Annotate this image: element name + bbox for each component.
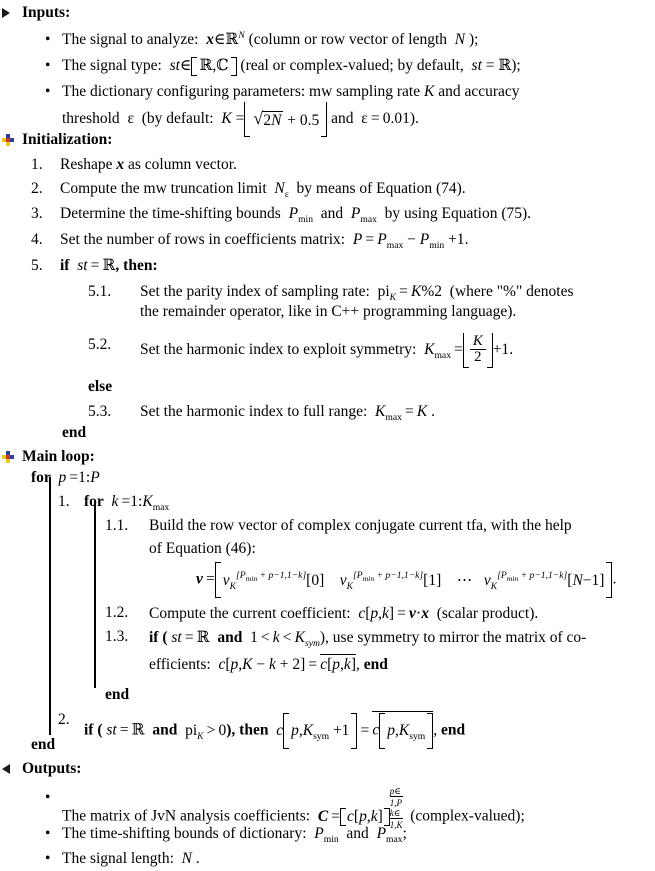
inputs-item-3-line1a: The dictionary configuring parameters: mw sampling rate xyxy=(62,83,421,100)
inputs-item-3-line2c: (by default: xyxy=(141,110,214,128)
inputs-item-3 xyxy=(0,80,655,104)
init-step-4-number: 4. xyxy=(31,231,43,248)
initialization-heading: Initialization: xyxy=(22,131,113,148)
outputs-item-3-text: The signal length: xyxy=(62,850,174,867)
init-step-1-number: 1. xyxy=(31,156,43,173)
inputs-item-3-K-formula: K = √ 2N + 0.5 xyxy=(217,110,331,127)
step-1-3-number: 1.3. xyxy=(105,628,129,645)
step-2-if: if ( xyxy=(84,721,103,739)
for-outer-expr: p =1:P xyxy=(58,469,100,486)
init-step-3-text: Determine the time-shifting bounds xyxy=(60,205,281,222)
init-step-3-Pmax: $P_{max}$ xyxy=(350,205,377,226)
init-step-2-Neps: $N_\varepsilon$ xyxy=(274,180,289,201)
outputs-item-2-and: and xyxy=(346,825,369,842)
init-step-5-number: 5. xyxy=(31,257,43,274)
init-step-5-then: , then: xyxy=(115,257,158,274)
init-step-3-text2: by using Equation (75). xyxy=(384,205,532,222)
init-step-4-formula: $P = P_{max} - P_{min} +1$. xyxy=(352,231,469,252)
initialization-section xyxy=(0,131,655,149)
step-2-cond1: st = ℝ xyxy=(106,721,149,739)
inputs-item-3-line2g: ). xyxy=(409,110,419,128)
main-loop-step-1-3-line2 xyxy=(0,654,655,674)
init-step-1-x: x xyxy=(116,156,125,173)
inputs-item-1 xyxy=(0,28,655,52)
init-step-5-3-formula: $K_{max} = K$ . xyxy=(375,403,435,424)
step-1-3-line2-label: efficients: xyxy=(149,656,211,673)
step-2-end: end xyxy=(441,721,466,739)
inputs-item-3-line1c: and accuracy xyxy=(438,83,520,100)
init-step-5-1-denotes: denotes xyxy=(526,283,574,300)
init-step-5-1-pi: $pi_K = K\%2$ xyxy=(373,283,446,304)
inputs-item-2-text: The signal type: xyxy=(62,57,162,74)
step-1-3-cond1: st = ℝ xyxy=(171,629,214,646)
inputs-item-3-line2e: and xyxy=(331,110,354,128)
init-step-5-3 xyxy=(0,400,655,423)
step-1-2-note: (scalar product). xyxy=(436,605,539,622)
step-2-then: ), then xyxy=(226,721,269,739)
step-1-3-and: and xyxy=(217,629,243,646)
inputs-item-1-math: x∈ℝ$^N$ xyxy=(206,29,245,48)
step-1-2-number: 1.2. xyxy=(105,604,129,621)
outputs-item-3-N: N xyxy=(177,850,196,867)
init-step-5-2-number: 5.2. xyxy=(88,336,112,353)
bullet-icon: • xyxy=(45,83,51,100)
init-step-5-1-number: 5.1. xyxy=(88,283,112,300)
for-inner-expr: $k =1:K_{max}$ xyxy=(111,493,170,514)
triangle-right-icon xyxy=(2,4,20,22)
vector-equation: $v = v_K[Pmin + p-1,1-k][0]$ $v_K[Pmin + p-1,1-k][1]$ ⋯ $v_K[Pmin + p-1,1-k][N-1]$. xyxy=(0,562,655,598)
init-step-2-text: Compute the mw truncation limit xyxy=(60,180,267,197)
init-end xyxy=(0,424,655,442)
outer-end-label: end xyxy=(31,736,56,753)
init-step-1-text2: as column vector. xyxy=(128,156,237,173)
colored-cross-icon xyxy=(2,131,20,149)
step-1-2-formula: c[p,k] = v⋅x xyxy=(358,605,429,622)
inner-end-label: end xyxy=(105,686,130,703)
main-loop-section xyxy=(0,448,655,466)
inputs-item-1-end: ); xyxy=(469,31,479,48)
init-step-3-Pmin: $P_{min}$ xyxy=(288,205,313,226)
main-loop-step-1 xyxy=(0,493,655,514)
outputs-item-3-end: . xyxy=(195,850,200,867)
main-loop-step-1-2 xyxy=(0,604,655,623)
step-1-1-number: 1.1. xyxy=(105,517,129,534)
init-step-5-1 xyxy=(0,280,655,303)
inputs-item-1-math-tail: N xyxy=(450,31,469,48)
outputs-item-1-note: (complex-valued); xyxy=(410,807,525,825)
init-step-3-number: 3. xyxy=(31,205,43,222)
outputs-item-3 xyxy=(0,847,655,871)
epsilon-symbol: ε xyxy=(123,110,138,128)
step-1-3-comma: , xyxy=(355,656,360,673)
init-step-5-1-line2-text: the remainder operator, like in C++ programming language). xyxy=(140,303,517,320)
for-inner-keyword: for xyxy=(84,493,104,510)
init-step-1 xyxy=(0,153,655,176)
bullet-icon: • xyxy=(45,850,51,867)
init-step-4-text: Set the number of rows in coefficients matrix: xyxy=(60,231,346,248)
main-loop-heading: Main loop: xyxy=(22,448,95,465)
main-loop-step-1-3 xyxy=(0,628,655,650)
step-2-formula: c $p,K_{sym} +1 = c$ $p,K_{sym}$ xyxy=(272,722,433,739)
step-1-3-mirror-formula: c[p,K − k + 2] = c[p,k] xyxy=(218,656,356,673)
step-1-3-cond2: $1 < k < K_{sym}$ xyxy=(246,629,320,650)
step-1-number: 1. xyxy=(58,493,70,510)
bullet-icon: • xyxy=(45,825,51,842)
init-step-2-number: 2. xyxy=(31,180,43,197)
bullet-icon: • xyxy=(45,789,51,806)
step-1-3-if: if ( xyxy=(149,629,168,646)
init-step-5-2-text: Set the harmonic index to exploit symmetry: xyxy=(140,341,417,359)
init-end-label: end xyxy=(62,424,87,441)
step-2-comma: , xyxy=(433,721,438,739)
triangle-left-icon xyxy=(2,760,20,778)
outputs-section xyxy=(0,760,655,778)
init-else-label: else xyxy=(88,378,113,395)
outputs-item-1-text: The matrix of JvN analysis coefficients: xyxy=(62,807,311,825)
init-step-2 xyxy=(0,177,655,200)
init-step-5 xyxy=(0,254,655,277)
step-1-1-line1: Build the row vector of complex conjugate current tfa, with the help xyxy=(149,517,572,534)
main-loop-inner-end xyxy=(0,686,655,704)
inputs-heading-row xyxy=(0,4,655,22)
inputs-item-1-text-after: (column or row vector of length xyxy=(248,31,448,48)
init-step-2-text2: by means of Equation (74). xyxy=(296,180,466,197)
init-step-5-2 xyxy=(0,333,655,368)
step-1-1-line2: of Equation (46): xyxy=(149,540,256,557)
main-loop-heading-row xyxy=(0,448,655,466)
step-2-and: and xyxy=(152,721,178,739)
init-step-5-1-where: (where xyxy=(449,283,493,300)
main-loop-step-1-1-line2 xyxy=(0,540,655,558)
main-loop-step-1-1 xyxy=(0,517,655,535)
step-2-number: 2. xyxy=(58,711,70,728)
main-loop-for-outer xyxy=(0,469,655,487)
step-1-2-text: Compute the current coefficient: xyxy=(149,605,351,622)
inputs-heading: Inputs: xyxy=(22,4,71,21)
init-step-5-3-text: Set the harmonic index to full range: xyxy=(140,403,368,420)
initialization-heading-row xyxy=(0,131,655,149)
step-2-cond2: $pi_K > 0$ xyxy=(181,721,227,742)
inputs-item-2 xyxy=(0,54,655,78)
init-step-5-cond: st = ℝ xyxy=(77,257,116,274)
outputs-item-1-matrix: C = c[p,k] p∈ 1,P k∈ 1,K xyxy=(317,786,403,831)
init-step-5-1-text: Set the parity index of sampling rate: xyxy=(140,283,370,300)
for-outer-keyword: for xyxy=(31,469,51,486)
bullet-icon: • xyxy=(45,57,51,74)
inputs-item-3-eps-value: ε = 0.01 xyxy=(357,110,410,128)
init-step-5-3-number: 5.3. xyxy=(88,403,112,420)
init-step-3-and: and xyxy=(320,205,344,222)
outputs-item-2-Pmax: $P_{max}$ xyxy=(376,825,403,846)
init-else xyxy=(0,378,655,396)
inputs-item-3-line2a: threshold xyxy=(62,110,120,128)
inputs-item-2-math: st∈ ℝ,ℂ xyxy=(166,57,241,74)
main-loop-equation-46 xyxy=(0,562,655,598)
step-1-3-text: ), use symmetry to mirror the matrix of co- xyxy=(319,629,587,646)
inputs-item-2-end: ); xyxy=(511,57,521,74)
inputs-item-2-text-after: (real or complex-valued; by default, xyxy=(240,57,464,74)
outputs-heading: Outputs: xyxy=(22,760,82,777)
inputs-item-3-K: K xyxy=(423,83,435,100)
init-step-5-2-formula: $K_{max}$ = $\frac{K}{2}$ +1. xyxy=(420,341,513,358)
bullet-icon: • xyxy=(45,31,51,48)
outputs-heading-row xyxy=(0,760,655,778)
inputs-section xyxy=(0,4,655,22)
inputs-item-1-text: The signal to analyze: xyxy=(62,31,199,48)
init-step-3 xyxy=(0,202,655,225)
colored-cross-icon xyxy=(2,448,20,466)
outputs-item-2-end: ; xyxy=(402,825,407,842)
outputs-item-2-Pmin: $P_{min}$ xyxy=(314,825,339,846)
init-step-5-1-line2 xyxy=(0,303,655,321)
init-step-1-text: Reshape xyxy=(60,156,113,173)
outputs-item-2-text: The time-shifting bounds of dictionary: xyxy=(62,825,307,842)
init-step-5-if: if xyxy=(60,257,70,274)
init-step-5-1-pct: "%" xyxy=(496,283,523,300)
step-1-3-end: end xyxy=(363,656,388,673)
inputs-item-2-math-tail: st = ℝ xyxy=(471,57,512,74)
main-loop-outer-end xyxy=(0,736,655,754)
outputs-item-2 xyxy=(0,822,655,846)
init-step-4 xyxy=(0,228,655,251)
